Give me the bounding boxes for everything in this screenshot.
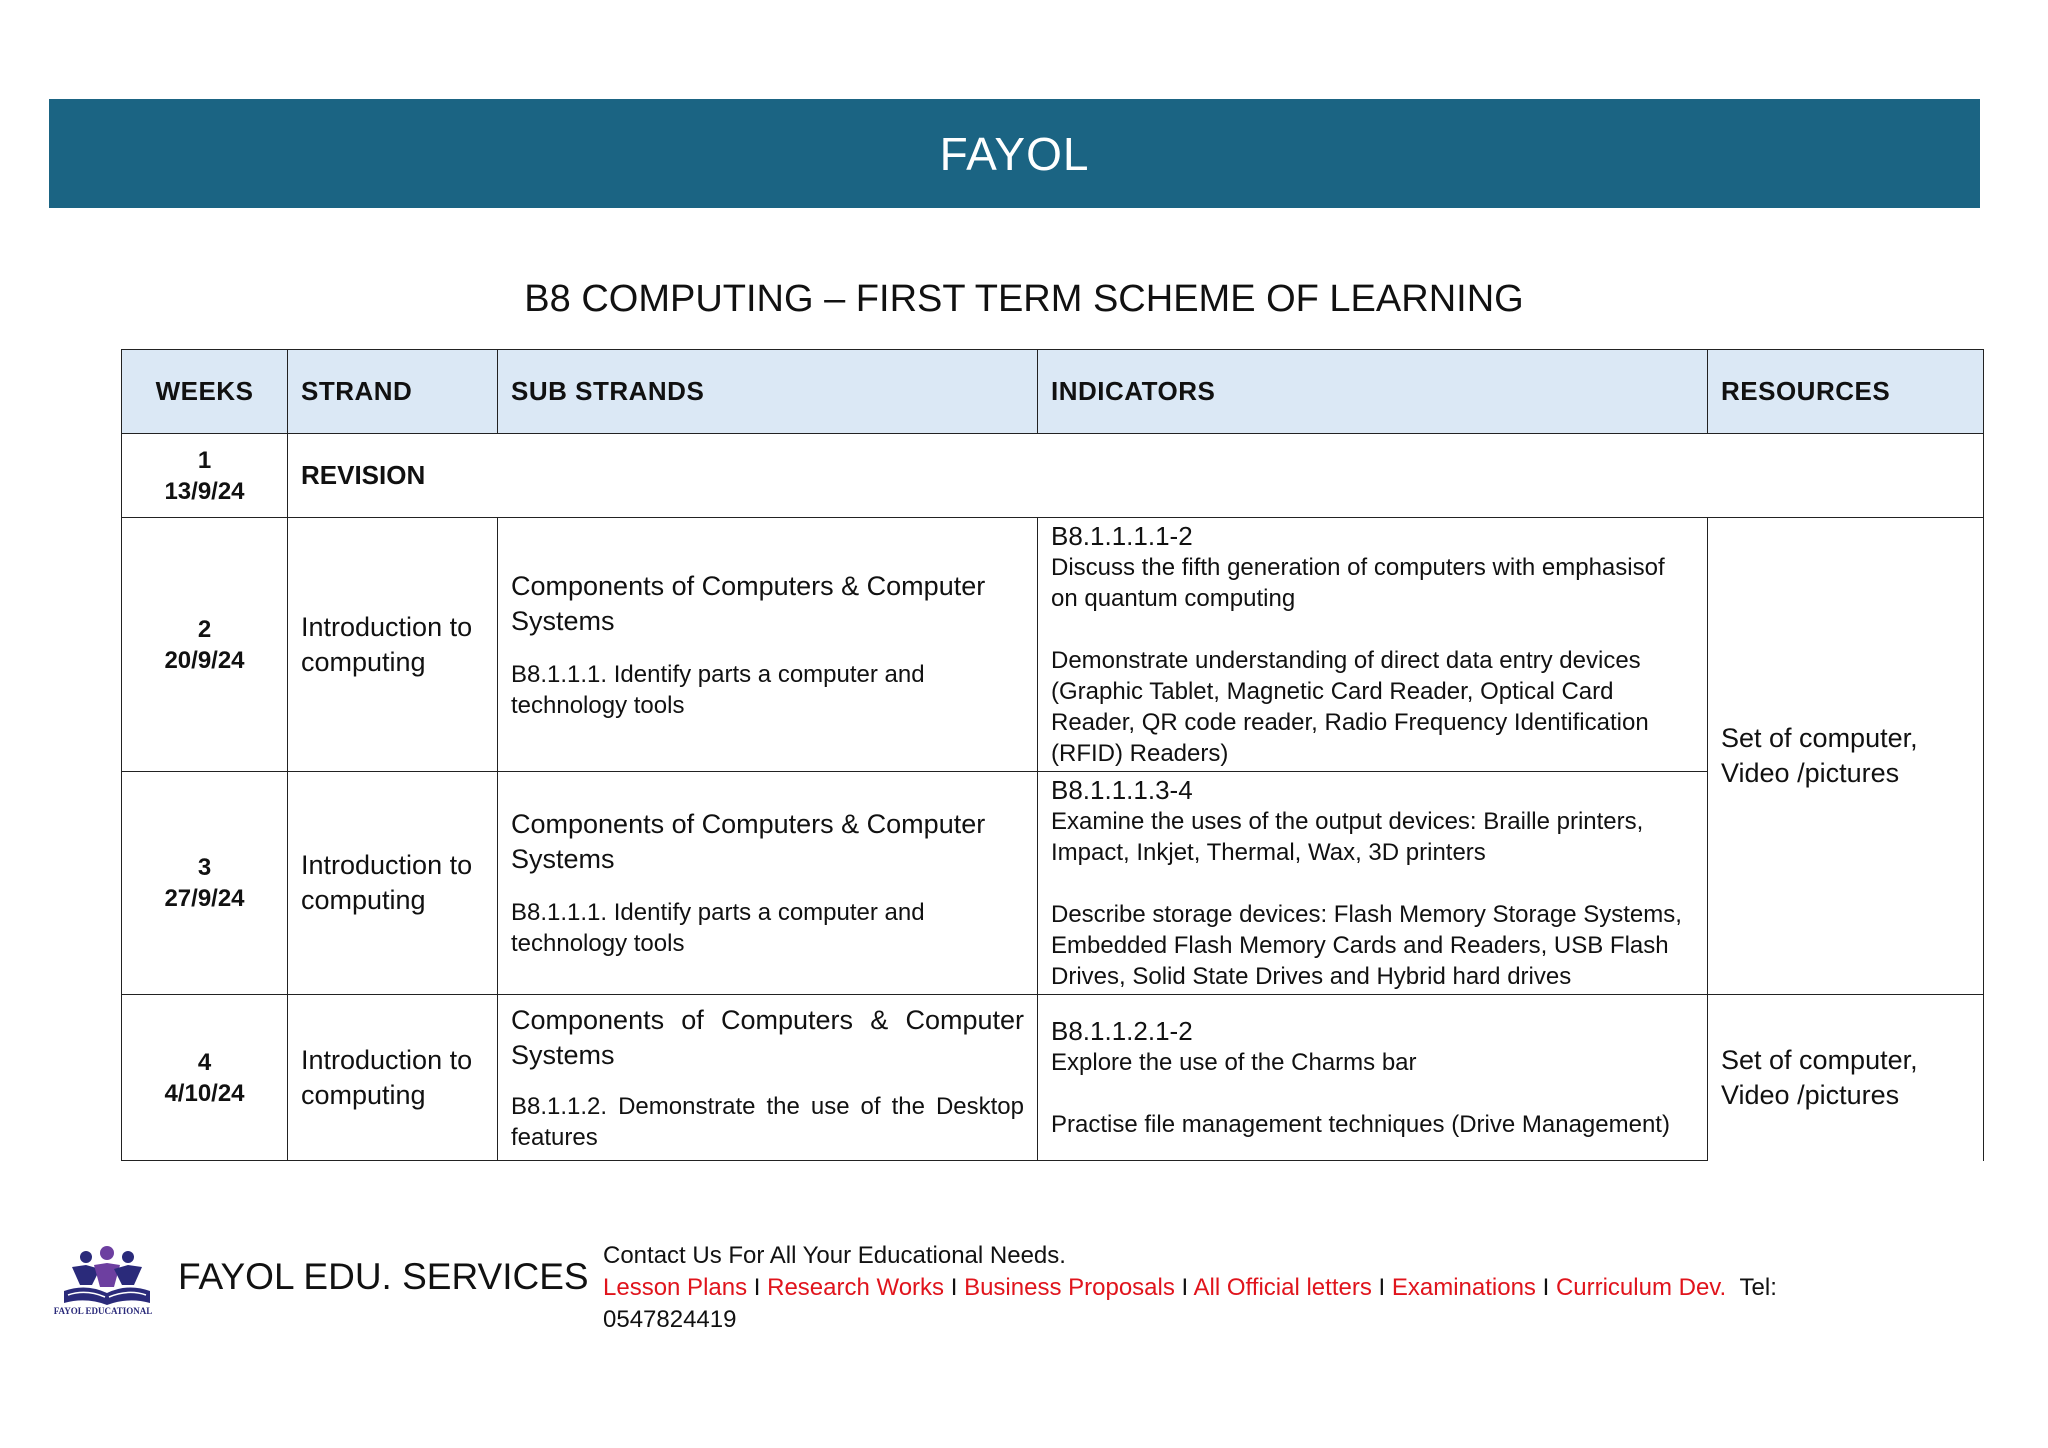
week-date: 4/10/24 (164, 1079, 245, 1107)
table-header-row (122, 350, 1984, 434)
sub-strand-cell (498, 518, 1038, 772)
separator: I (1378, 1274, 1386, 1301)
separator: I (1181, 1274, 1189, 1301)
indicator-text: Demonstrate understanding of direct data entry devices (Graphic Tablet, Magnetic Card Reader, Optical Card Reader, QR code reader, Radio Frequency Identification (RFID) Readers) (1051, 646, 1649, 767)
separator: I (753, 1274, 761, 1301)
service-research-works: Research Works (767, 1274, 945, 1301)
week-number: 1 (197, 446, 212, 474)
footer-brand: FAYOL EDU. SERVICES (178, 1256, 589, 1297)
indicator-cell (1038, 995, 1708, 1161)
banner-title: FAYOL (939, 127, 1090, 180)
sub-strand-detail: B8.1.1.1. Identify parts a computer and technology tools (511, 660, 925, 719)
indicator-cell (1038, 518, 1708, 772)
indicator-code: B8.1.1.1.3-4 (1051, 774, 1193, 805)
tel-number: 0547824419 (603, 1306, 737, 1333)
week-date: 27/9/24 (164, 885, 245, 912)
header-strand: STRAND (288, 350, 498, 434)
service-curriculum-dev: Curriculum Dev. (1555, 1274, 1727, 1301)
indicator-code: B8.1.1.1.1-2 (1051, 520, 1193, 551)
service-business-proposals: Business Proposals (964, 1274, 1175, 1301)
header-banner (49, 99, 1980, 208)
table-row (122, 434, 1984, 518)
sub-strand-detail: B8.1.1.1. Identify parts a computer and technology tools (511, 899, 925, 957)
revision-cell: REVISION (288, 434, 1984, 518)
indicator-code: B8.1.1.2.1-2 (1051, 1015, 1193, 1046)
separator: I (950, 1274, 958, 1301)
week-cell (122, 772, 288, 995)
document-title: B8 COMPUTING – FIRST TERM SCHEME OF LEARNING (524, 278, 1524, 320)
indicator-text: Describe storage devices: Flash Memory Storage Systems, Embedded Flash Memory Cards and Readers, USB Flash Drives, Solid State Drives and Hybrid hard drives (1051, 900, 1682, 990)
contact-line: Contact Us For All Your Educational Needs. (603, 1242, 1066, 1269)
strand-cell: Introduction to computing (288, 518, 498, 772)
week-cell (122, 995, 288, 1161)
strand-cell: Introduction to computing (288, 995, 498, 1161)
indicator-text: Examine the uses of the output devices: Braille printers, Impact, Inkjet, Thermal, Wax, 3D printers (1051, 807, 1644, 866)
sub-strand-detail: B8.1.1.2. Demonstrate the use of the Desktop features (511, 1092, 1024, 1151)
resources-cell: Set of computer, Video /pictures (1708, 995, 1984, 1161)
logo-label: FAYOL EDUCATIONAL (53, 1306, 153, 1316)
scheme-table (121, 349, 1984, 1161)
sub-strand-title: Components of Computers & Computer Systems (511, 809, 986, 874)
sub-strand-title: Components of Computers & Computer Systems (511, 570, 986, 636)
week-cell (122, 518, 288, 772)
week-cell (122, 434, 288, 518)
table-row (122, 995, 1984, 1161)
sub-strand-cell (498, 995, 1038, 1161)
week-number: 4 (197, 1048, 212, 1076)
header-sub-strands: SUB STRANDS (498, 350, 1038, 434)
services-line (603, 1272, 1993, 1304)
indicator-text: Practise file management techniques (Drive Management) (1051, 1110, 1670, 1138)
service-examinations: Examinations (1391, 1274, 1536, 1301)
week-date: 20/9/24 (164, 646, 245, 674)
fayol-logo-icon (42, 1245, 172, 1330)
week-number: 2 (197, 615, 212, 643)
separator: I (1542, 1274, 1550, 1301)
indicator-text: Explore the use of the Charms bar (1051, 1048, 1417, 1076)
service-official-letters: All Official letters (1193, 1274, 1372, 1301)
tel-label: Tel: (1739, 1274, 1777, 1301)
resources-cell: Set of computer, Video /pictures (1708, 518, 1984, 995)
header-weeks: WEEKS (122, 350, 288, 434)
header-resources: RESOURCES (1708, 350, 1984, 434)
table-row (122, 518, 1984, 772)
sub-strand-cell (498, 772, 1038, 995)
footer-contact (603, 1240, 1993, 1336)
week-number: 3 (197, 854, 212, 881)
table-row (122, 772, 1984, 995)
week-date: 13/9/24 (164, 477, 245, 505)
strand-cell: Introduction to computing (288, 772, 498, 995)
sub-strand-title: Components of Computers & Computer Systems (511, 1004, 1024, 1070)
header-indicators: INDICATORS (1038, 350, 1708, 434)
indicator-text: Discuss the fifth generation of computers with emphasisof on quantum computing (1051, 553, 1665, 612)
indicator-cell (1038, 772, 1708, 995)
service-lesson-plans: Lesson Plans (603, 1274, 748, 1301)
